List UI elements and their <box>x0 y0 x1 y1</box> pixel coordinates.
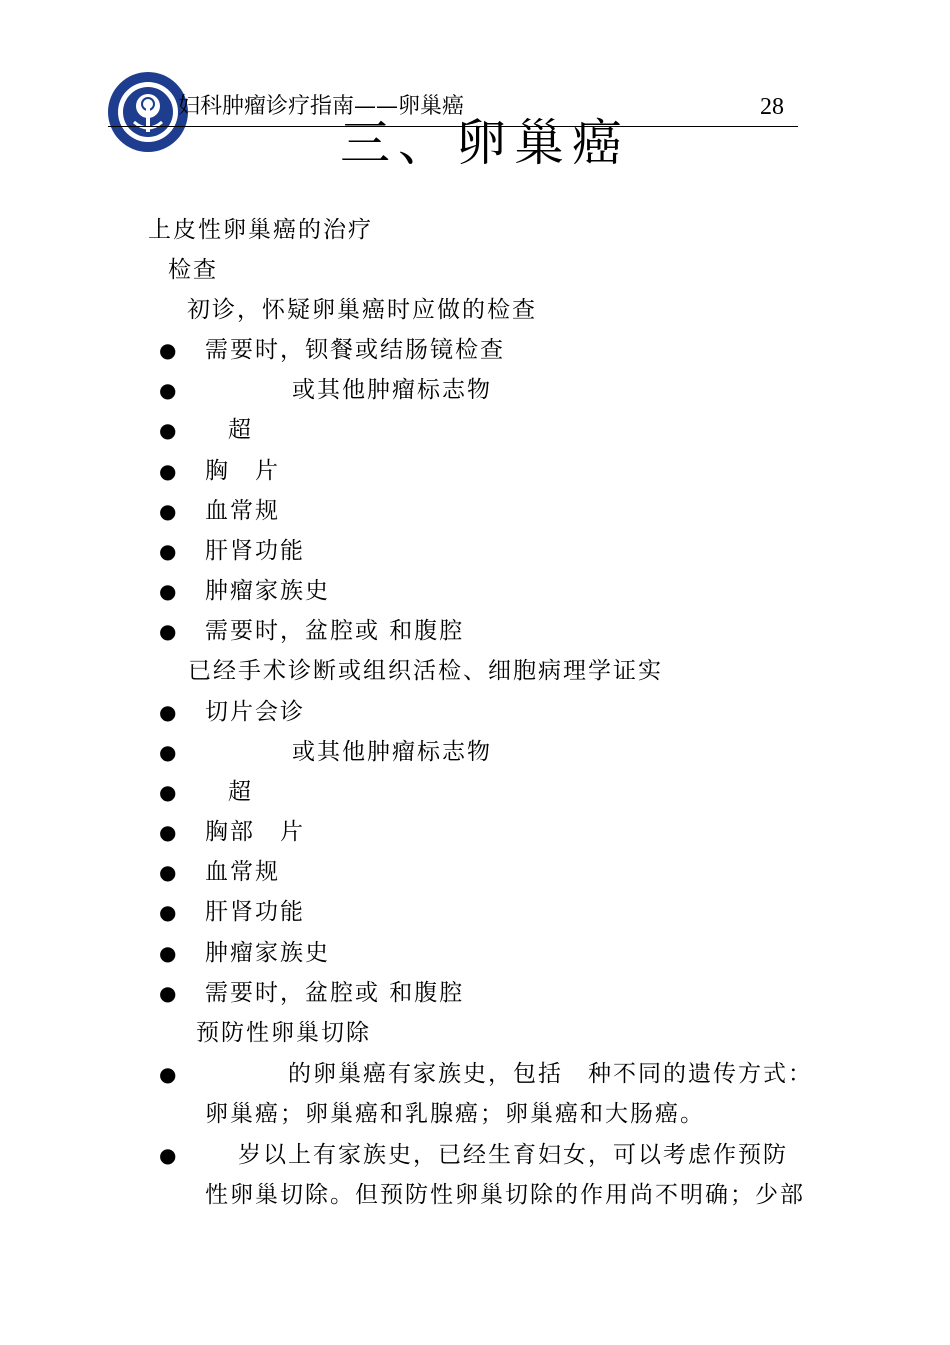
bullet-marker: ● <box>159 820 177 844</box>
bullet-marker: ● <box>159 941 177 965</box>
list-item-continuation: 性卵巢切除。但预防性卵巢切除的作用尚不明确；少部 <box>205 1182 805 1208</box>
bullet-marker: ● <box>159 860 177 884</box>
list-item: 或其他肿瘤标志物 <box>292 739 492 765</box>
chapter-title: 三、卵巢癌 <box>340 114 630 172</box>
bullet-marker: ● <box>159 378 177 402</box>
bullet-marker: ● <box>159 579 177 603</box>
bullet-marker: ● <box>159 780 177 804</box>
section-heading: 上皮性卵巢癌的治疗 <box>148 217 373 243</box>
list-item: 需要时，盆腔或 和腹腔 <box>205 618 465 644</box>
list-item: 肿瘤家族史 <box>205 940 330 966</box>
list-item: 血常规 <box>205 498 280 524</box>
bullet-marker: ● <box>159 981 177 1005</box>
list-item: 的卵巢癌有家族史，包括 种不同的遗传方式： <box>288 1061 813 1087</box>
bullet-marker: ● <box>159 900 177 924</box>
bullet-marker: ● <box>159 1062 177 1086</box>
list-item: 切片会诊 <box>205 699 305 725</box>
list-item: 或其他肿瘤标志物 <box>292 377 492 403</box>
list-item: 超 <box>228 417 253 443</box>
bullet-marker: ● <box>159 418 177 442</box>
list-item: 肝肾功能 <box>205 538 305 564</box>
bullet-marker: ● <box>159 499 177 523</box>
page-number: 28 <box>760 94 784 120</box>
list-item-continuation: 卵巢癌；卵巢癌和乳腺癌；卵巢癌和大肠癌。 <box>205 1101 705 1127</box>
bullet-marker: ● <box>159 539 177 563</box>
bullet-marker: ● <box>159 459 177 483</box>
list-item: 肝肾功能 <box>205 899 305 925</box>
bullet-marker: ● <box>159 619 177 643</box>
prevention-heading: 预防性卵巢切除 <box>196 1020 371 1046</box>
list-item: 岁以上有家族史，已经生育妇女，可以考虑作预防 <box>238 1142 788 1168</box>
list-item: 血常规 <box>205 859 280 885</box>
list-item: 胸 片 <box>205 458 280 484</box>
header-title: 妇科肿瘤诊疗指南——卵巢癌 <box>178 94 465 119</box>
exam-subheading: 检查 <box>168 257 218 283</box>
group2-heading: 已经手术诊断或组织活检、细胞病理学证实 <box>188 658 663 684</box>
list-item: 需要时，钡餐或结肠镜检查 <box>205 337 505 363</box>
bullet-marker: ● <box>159 1143 177 1167</box>
list-item: 需要时，盆腔或 和腹腔 <box>205 980 465 1006</box>
list-item: 肿瘤家族史 <box>205 578 330 604</box>
bullet-marker: ● <box>159 338 177 362</box>
bullet-marker: ● <box>159 740 177 764</box>
list-item: 胸部 片 <box>205 819 305 845</box>
bullet-marker: ● <box>159 700 177 724</box>
group1-heading: 初诊，怀疑卵巢癌时应做的检查 <box>187 297 537 323</box>
list-item: 超 <box>228 779 253 805</box>
